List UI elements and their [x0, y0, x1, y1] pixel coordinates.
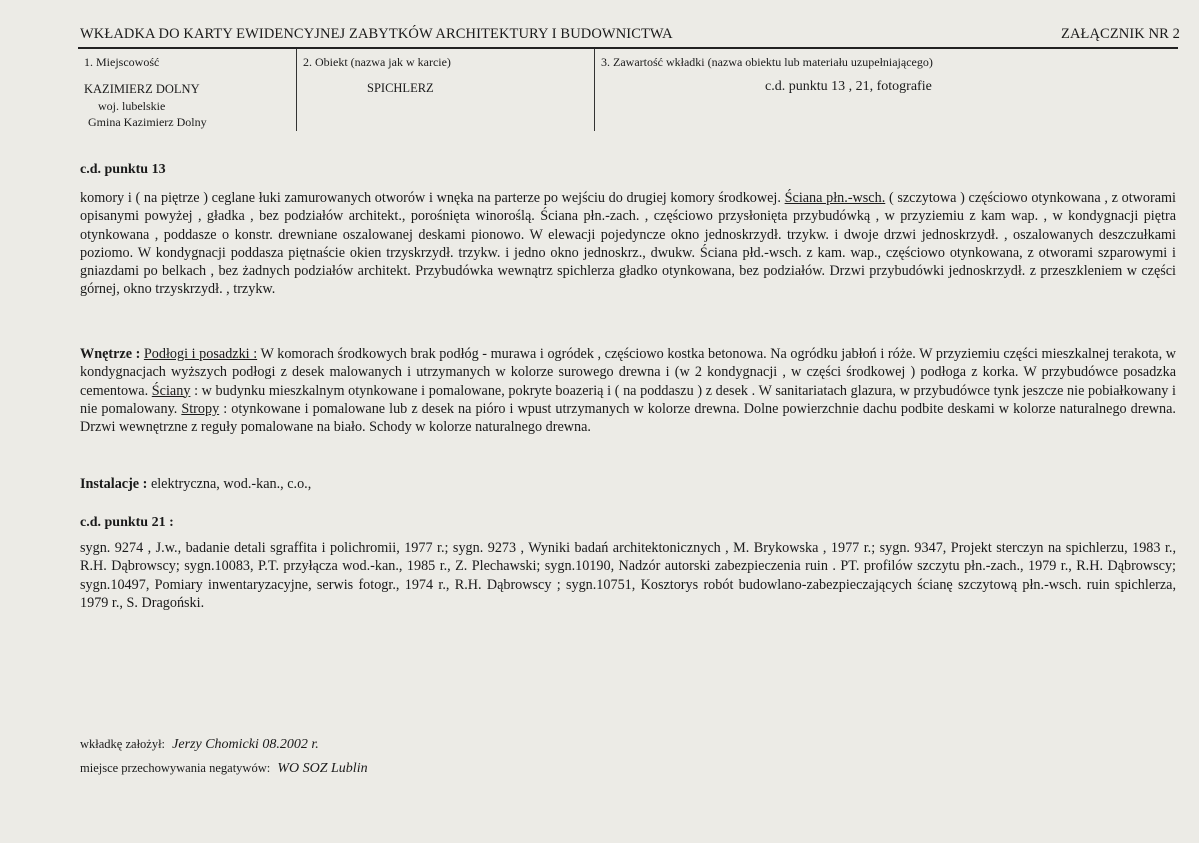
section-21-paragraph: sygn. 9274 , J.w., badanie detali sgraffita i polichromii, 1977 r.; sygn. 9273 , Wyniki badań architektonicznych , M. Brykowska , 1977 r.; sygn. 9347, Projekt sterczyn na spichlerzu, 1983 r., R.H. Dąbrowscy; sygn.10083, P.T. przyłącza wod.-kan., 1985 r., Z. Plechawski; sygn.10190, Nadzór autorski zabezpieczenia ruin . PT. profilów szczytu płn.-zach., 1979 r., R.H. Dąbrowscy; sygn.10497, Pomiary inwentaryzacyjne, serwis fotogr., 1974 r., R.H. Dąbrowscy ; sygn.10751, Kosztorys robót budowlano-zabezpieczających ścianę szczytową płn.-wsch. ruin spichlerza, 1979 r., S. Dragoński. [80, 540, 1176, 611]
interior-label: Wnętrze : [80, 346, 144, 362]
installations-text: elektryczna, wod.-kan., c.o., [150, 476, 312, 492]
interior-paragraph [80, 345, 1176, 436]
floors-label: Podłogi i posadzki : [143, 346, 258, 362]
founder-label: wkładkę założył: [80, 737, 166, 751]
negatives-label: miejsce przechowywania negatywów: [80, 761, 271, 775]
founder-value: Jerzy Chomicki 08.2002 r. [172, 737, 319, 752]
place-field [78, 49, 296, 131]
section-13-heading: c.d. punktu 13 [80, 162, 166, 177]
installations-label: Instalacje : [80, 476, 151, 492]
founder-line [80, 737, 319, 753]
contents-field [594, 49, 1179, 131]
contents-value: c.d. punktu 13 , 21, fotografie [765, 79, 932, 94]
section-21-heading: c.d. punktu 21 : [80, 515, 174, 530]
place-name: KAZIMIERZ DOLNY [84, 82, 200, 96]
annex-number: ZAŁĄCZNIK NR 2 [1061, 26, 1180, 42]
card-title: WKŁADKA DO KARTY EWIDENCYJNEJ ZABYTKÓW ARCHITEKTURY I BUDOWNICTWA [80, 26, 673, 42]
ceilings-text: : otynkowane i pomalowane lub z desek na pióro i wpust utrzymanych w kolorze drewna. Dolne powierzchnie dachu podbite deskami w kolorze naturalnego drewna. Drzwi wewnętrzne z reguły pomalowane na biało. Schody w kolorze naturalnego drewna. [80, 400, 1176, 436]
place-label: 1. Miejscowość [84, 55, 160, 69]
object-value: SPICHLERZ [367, 81, 434, 95]
installations-line [80, 475, 1176, 493]
place-voivodeship: woj. lubelskie [98, 99, 166, 113]
negatives-value: WO SOZ Lublin [277, 761, 368, 776]
object-label: 2. Obiekt (nazwa jak w karcie) [303, 55, 451, 69]
object-field [296, 49, 595, 131]
section-13-paragraph [80, 189, 1176, 299]
floors-text: W komorach środkowych brak podłóg - murawa i ogródek , częściowo kostka betonowa. Na ogródku jabłoń i róże. W przyziemiu części mieszkalnej terakota, w kondygnacjach wyższych podłogi z desek malowanych i utrzymanych w kolorze surowego drewna i (w 2 kondygnacji , w części środkowej ) podłoga z korka. W przybudówce posadzka cementowa. [80, 346, 1176, 399]
contents-label: 3. Zawartość wkładki (nazwa obiektu lub materiału uzupełniającego) [601, 55, 933, 69]
walls-text: : w budynku mieszkalnym otynkowane i pomalowane, pokryte boazerią i ( na poddaszu ) z desek . W sanitariatach glazura, w przybudówce tynk jeszcze nie pobiałkowany i nie pomalowany. [80, 382, 1176, 417]
negatives-line [80, 761, 368, 777]
ceilings-label: Stropy [181, 400, 220, 417]
header-fields-table [78, 47, 1178, 131]
paragraph-text: komory i ( na piętrze ) ceglane łuki zamurowanych otworów i wnęka na parterze po wejściu do drugiej komory środkowej. [80, 190, 785, 206]
place-commune: Gmina Kazimierz Dolny [88, 115, 207, 129]
paragraph-text: ( szczytowa ) częściowo otynkowana , z otworami opisanymi powyżej , gładka , bez podziałów architekt., porośnięta winoroślą. Ściana płn.-zach. , częściowo przysłonięta przybudówką , w przyziemiu z kam wap. , w kondygnacji piętra otynkowana , poddasze o konstr. drewniane oszalowanej deskami pionowo. W elewacji pojedyncze okno jednoskrzydł. trzykw. i dwoje drzwi jednoskrzydł. , oszalowanych deszczułkami poziomo. W kondygnacji poddasza piętnaście okien trzyskrzydł. trzykw. i jedno okno jednoskrz., dwukw. Ściana płd.-wsch. z kam. wap., częściowo otynkowana, z otworami szparowymi i gniazdami po belkach , bez żadnych podziałów architekt. Przybudówka wewnątrz spichlerza gładko otynkowana, bez podziałów. Drzwi przybudówki jednoskrzydł. z przeszkleniem w części górnej, okno trzyskrzydł. , trzykw. [80, 190, 1176, 298]
wall-ne-label: Ściana płn.-wsch. [784, 190, 886, 206]
walls-label: Ściany [151, 382, 191, 399]
